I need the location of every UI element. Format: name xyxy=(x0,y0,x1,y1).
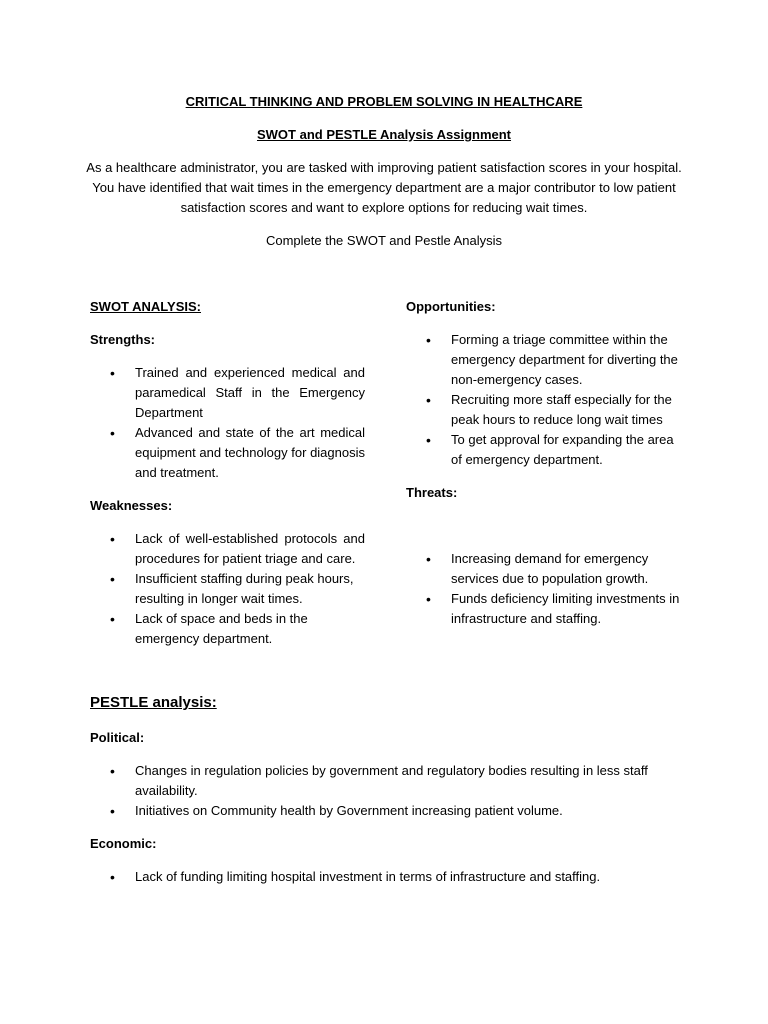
list-item: • Initiatives on Community health by Government increasing patient volume. xyxy=(90,801,690,821)
list-item: • Lack of space and beds in the emergency department. xyxy=(90,609,365,649)
threats-heading: Threats: xyxy=(406,485,458,500)
swot-left-column xyxy=(90,297,365,649)
pestle-section xyxy=(90,693,690,887)
list-item: • Forming a triage committee within the emergency department for diverting the non-emergency cases. xyxy=(406,330,681,390)
opportunities-heading: Opportunities: xyxy=(406,299,496,314)
list-item: • Changes in regulation policies by government and regulatory bodies resulting in less staff availability. xyxy=(90,761,690,801)
list-item: • Funds deficiency limiting investments in infrastructure and staffing. xyxy=(406,589,681,629)
threats-list xyxy=(406,549,681,629)
weaknesses-heading: Weaknesses: xyxy=(90,498,173,513)
list-item: • Recruiting more staff especially for the peak hours to reduce long wait times xyxy=(406,390,681,430)
list-item: • Insufficient staffing during peak hours, resulting in longer wait times. xyxy=(90,569,365,609)
strengths-heading: Strengths: xyxy=(90,332,155,347)
list-item: • Lack of funding limiting hospital investment in terms of infrastructure and staffing. xyxy=(90,867,690,887)
swot-heading: SWOT ANALYSIS: xyxy=(90,299,201,314)
strengths-list xyxy=(90,363,365,483)
list-item: • Advanced and state of the art medical equipment and technology for diagnosis and treatment. xyxy=(90,423,365,483)
instruction-text: Complete the SWOT and Pestle Analysis xyxy=(265,233,503,248)
intro-paragraph: As a healthcare administrator, you are tasked with improving patient satisfaction scores in your hospital. You have identified that wait times in the emergency department are a major contributor to low patient satisfaction scores and want to explore options for reducing wait times. xyxy=(86,160,682,215)
document-subtitle: SWOT and PESTLE Analysis Assignment xyxy=(256,127,512,142)
list-item: • Trained and experienced medical and paramedical Staff in the Emergency Department xyxy=(90,363,365,423)
opportunities-list xyxy=(406,330,681,470)
weaknesses-list xyxy=(90,529,365,649)
swot-right-column xyxy=(406,297,681,629)
document-title: CRITICAL THINKING AND PROBLEM SOLVING IN HEALTHCARE xyxy=(185,94,583,109)
list-item: • Increasing demand for emergency services due to population growth. xyxy=(406,549,681,589)
list-item: • Lack of well-established protocols and procedures for patient triage and care. xyxy=(90,529,365,569)
political-heading: Political: xyxy=(90,730,145,745)
list-item: • To get approval for expanding the area of emergency department. xyxy=(406,430,681,470)
political-list xyxy=(90,761,690,821)
pestle-heading: PESTLE analysis: xyxy=(90,694,217,711)
economic-heading: Economic: xyxy=(90,836,157,851)
economic-list xyxy=(90,867,690,887)
